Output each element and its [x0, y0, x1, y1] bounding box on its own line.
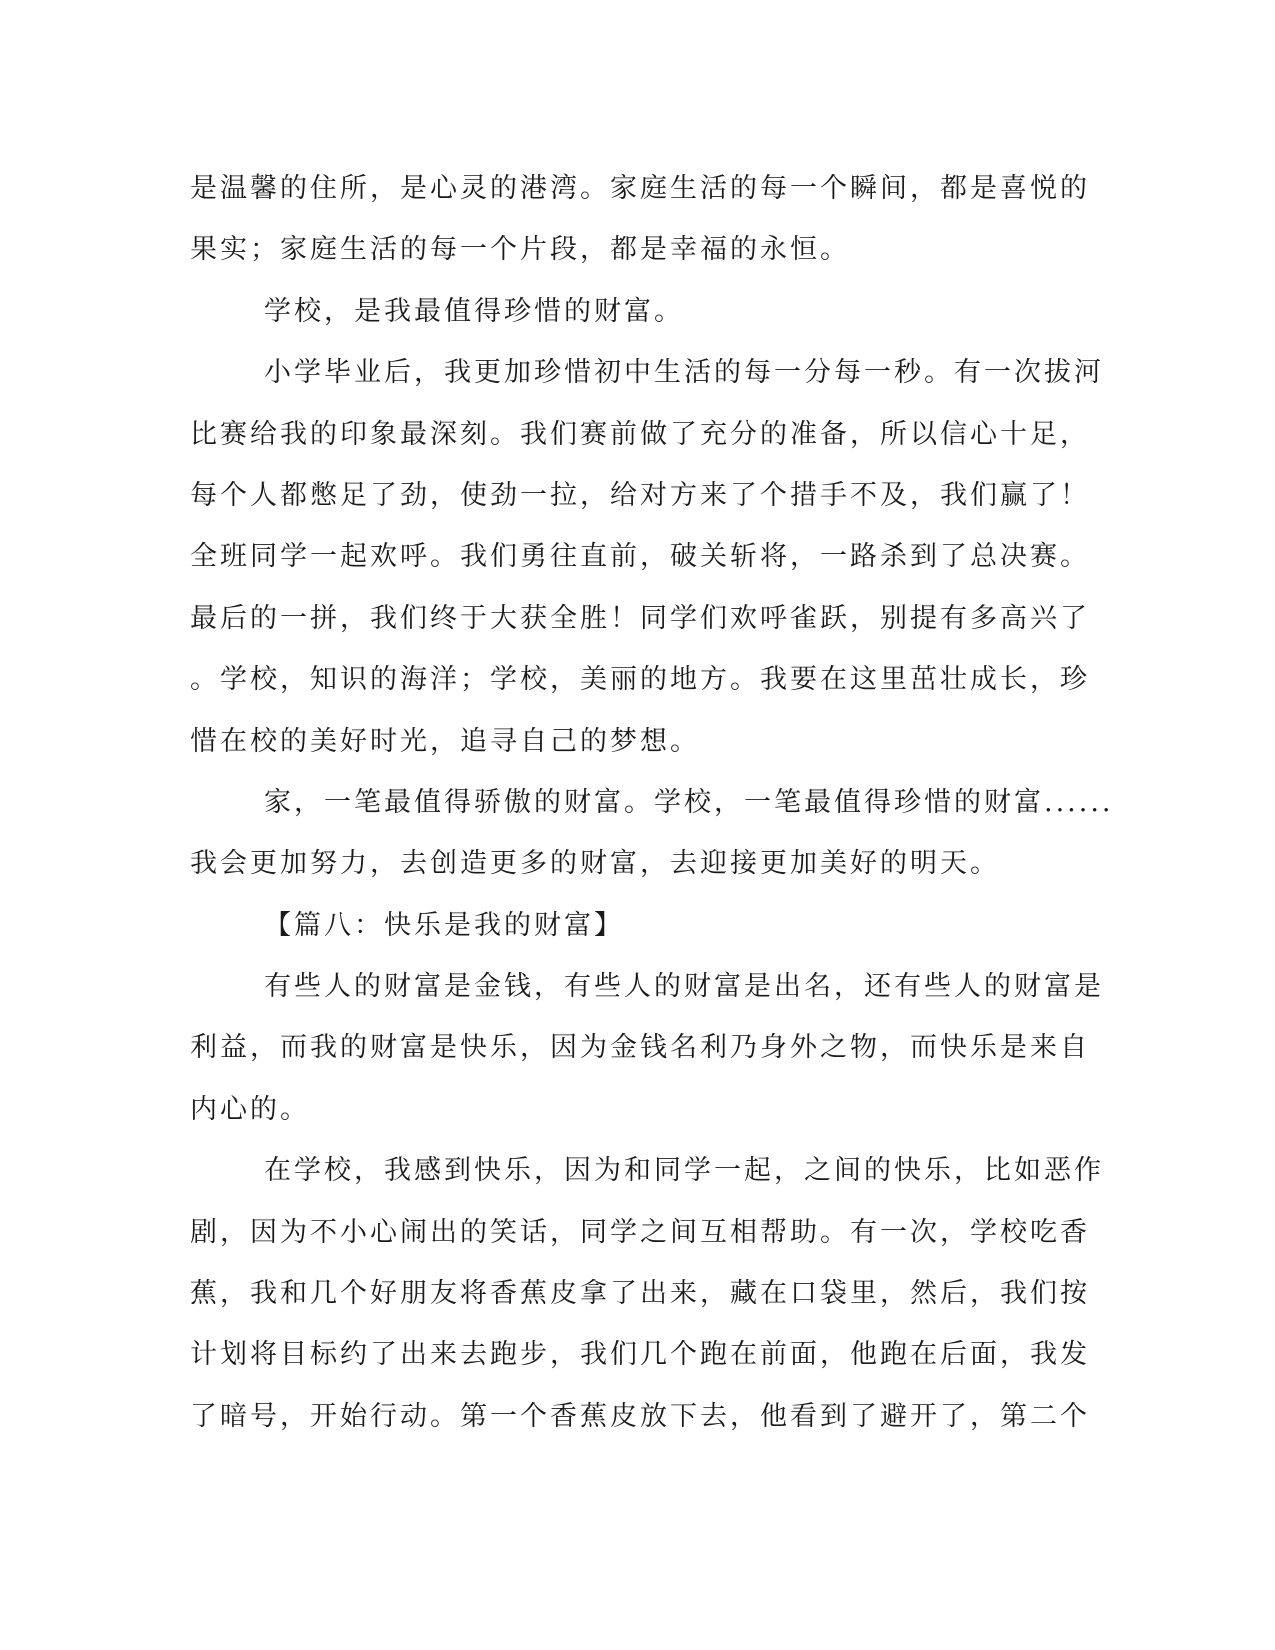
text-line: 计划将目标约了出来去跑步，我们几个跑在前面，他跑在后面，我发 [190, 1339, 1090, 1371]
text-line: 比赛给我的印象最深刻。我们赛前做了充分的准备，所以信心十足， [190, 418, 1090, 450]
text-line: 。学校，知识的海洋；学校，美丽的地方。我要在这里茁壮成长，珍 [190, 664, 1090, 696]
text-line: 剧，因为不小心闹出的笑话，同学之间互相帮助。有一次，学校吃香 [190, 1216, 1090, 1248]
text-line: 全班同学一起欢呼。我们勇往直前，破关斩将，一路杀到了总决赛。 [190, 541, 1090, 573]
text-line: 果实；家庭生活的每一个片段，都是幸福的永恒。 [190, 234, 850, 266]
text-line: 每个人都憋足了劲，使劲一拉，给对方来了个措手不及，我们赢了！ [190, 479, 1090, 511]
paragraph-start-line: 有些人的财富是金钱，有些人的财富是出名，还有些人的财富是 [264, 971, 1104, 1003]
body-text [190, 158, 1114, 1447]
text-line: 我会更加努力，去创造更多的财富，去迎接更加美好的明天。 [190, 848, 1000, 880]
text-line: 利益，而我的财富是快乐，因为金钱名利乃身外之物，而快乐是来自 [190, 1032, 1090, 1064]
paragraph-start-line: 家，一笔最值得骄傲的财富。学校，一笔最值得珍惜的财富...... [264, 786, 1114, 818]
paragraph-start-line: 在学校，我感到快乐，因为和同学一起，之间的快乐，比如恶作 [264, 1155, 1104, 1187]
text-line: 蕉，我和几个好朋友将香蕉皮拿了出来，藏在口袋里，然后，我们按 [190, 1278, 1090, 1310]
text-line: 最后的一拼，我们终于大获全胜！同学们欢呼雀跃，别提有多高兴了 [190, 602, 1090, 634]
paragraph-start-line: 小学毕业后，我更加珍惜初中生活的每一分每一秒。有一次拔河 [264, 357, 1104, 389]
text-line: 惜在校的美好时光，追寻自己的梦想。 [190, 725, 700, 757]
text-line: 内心的。 [190, 1093, 310, 1125]
section-heading: 【篇八：快乐是我的财富】 [264, 909, 624, 941]
text-line: 了暗号，开始行动。第一个香蕉皮放下去，他看到了避开了，第二个 [190, 1400, 1090, 1432]
text-line: 是温馨的住所，是心灵的港湾。家庭生活的每一个瞬间，都是喜悦的 [190, 173, 1090, 204]
paragraph-start-line: 学校，是我最值得珍惜的财富。 [264, 295, 684, 327]
